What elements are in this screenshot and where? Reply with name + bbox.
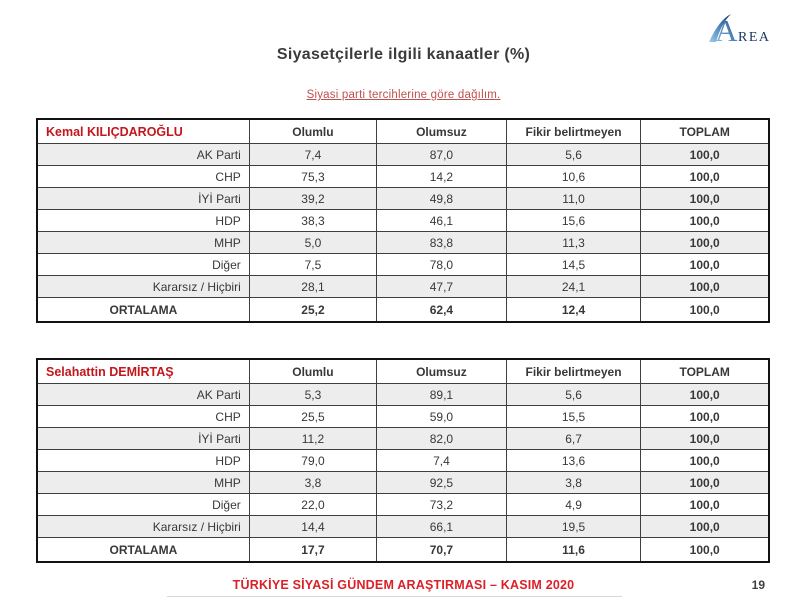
table-row [37,494,769,516]
table-row [37,406,769,428]
cell-value: 62,4 [377,298,507,323]
cell-value: 83,8 [377,232,507,254]
column-header: Olumlu [249,359,376,384]
cell-value: 25,5 [249,406,376,428]
table-row [37,276,769,298]
column-header: TOPLAM [641,359,769,384]
cell-value: 24,1 [506,276,641,298]
row-label: AK Parti [37,384,249,406]
average-row [37,538,769,563]
row-label: HDP [37,450,249,472]
cell-value: 100,0 [641,406,769,428]
cell-value: 75,3 [249,166,376,188]
cell-value: 3,8 [506,472,641,494]
row-label: HDP [37,210,249,232]
opinion-table-demirtas [36,358,770,563]
row-label: ORTALAMA [37,298,249,323]
cell-value: 14,2 [377,166,507,188]
cell-value: 46,1 [377,210,507,232]
column-header: Olumlu [249,119,376,144]
cell-value: 100,0 [641,516,769,538]
cell-value: 87,0 [377,144,507,166]
table-row [37,166,769,188]
cell-value: 11,2 [249,428,376,450]
cell-value: 100,0 [641,494,769,516]
page-number: 19 [751,578,765,592]
table-header-row [37,119,769,144]
cell-value: 100,0 [641,188,769,210]
column-header: Fikir belirtmeyen [506,359,641,384]
cell-value: 7,5 [249,254,376,276]
table-row [37,188,769,210]
area-logo [705,10,781,53]
cell-value: 17,7 [249,538,376,563]
cell-value: 11,6 [506,538,641,563]
cell-value: 11,0 [506,188,641,210]
cell-value: 15,5 [506,406,641,428]
table-row [37,472,769,494]
cell-value: 100,0 [641,276,769,298]
cell-value: 100,0 [641,254,769,276]
cell-value: 14,4 [249,516,376,538]
cell-value: 92,5 [377,472,507,494]
table-header-row [37,359,769,384]
cell-value: 82,0 [377,428,507,450]
cell-value: 79,0 [249,450,376,472]
table-row [37,384,769,406]
cell-value: 5,6 [506,384,641,406]
row-label: MHP [37,232,249,254]
column-header: TOPLAM [641,119,769,144]
cell-value: 39,2 [249,188,376,210]
cell-value: 15,6 [506,210,641,232]
cell-value: 100,0 [641,232,769,254]
cell-value: 100,0 [641,298,769,323]
row-label: İYİ Parti [37,188,249,210]
cell-value: 47,7 [377,276,507,298]
row-label: Kararsız / Hiçbiri [37,516,249,538]
column-header: Olumsuz [377,359,507,384]
cell-value: 10,6 [506,166,641,188]
cell-value: 100,0 [641,428,769,450]
cell-value: 100,0 [641,166,769,188]
row-label: CHP [37,166,249,188]
cell-value: 5,3 [249,384,376,406]
row-label: ORTALAMA [37,538,249,563]
cell-value: 5,0 [249,232,376,254]
row-label: İYİ Parti [37,428,249,450]
row-label: Diğer [37,254,249,276]
cell-value: 78,0 [377,254,507,276]
table-row [37,254,769,276]
logo-initial: A [715,13,738,48]
cell-value: 66,1 [377,516,507,538]
row-label: Diğer [37,494,249,516]
table-row [37,210,769,232]
row-label: MHP [37,472,249,494]
cell-value: 38,3 [249,210,376,232]
cell-value: 13,6 [506,450,641,472]
cell-value: 19,5 [506,516,641,538]
cell-value: 100,0 [641,472,769,494]
table-row [37,516,769,538]
cell-value: 100,0 [641,144,769,166]
opinion-table-kilicdaroglu [36,118,770,323]
cell-value: 4,9 [506,494,641,516]
table-title: Selahattin DEMİRTAŞ [37,359,249,384]
cell-value: 100,0 [641,450,769,472]
cell-value: 100,0 [641,538,769,563]
subtitle-wrap [0,85,807,103]
page-title: Siyasetçilerle ilgili kanaatler (%) [276,46,531,63]
area-logo-graphic [705,10,781,48]
cell-value: 59,0 [377,406,507,428]
table-row [37,428,769,450]
table-row [37,144,769,166]
cell-value: 28,1 [249,276,376,298]
footer-title: TÜRKİYE SİYASİ GÜNDEM ARAŞTIRMASI – KASIM 2020 [232,578,575,592]
logo-text: REA [738,30,771,45]
subtitle-link[interactable]: Siyasi parti tercihlerine göre dağılım. [306,89,501,101]
cell-value: 100,0 [641,384,769,406]
cell-value: 7,4 [377,450,507,472]
cell-value: 73,2 [377,494,507,516]
cell-value: 11,3 [506,232,641,254]
cell-value: 89,1 [377,384,507,406]
cell-value: 5,6 [506,144,641,166]
cell-value: 7,4 [249,144,376,166]
row-label: CHP [37,406,249,428]
cell-value: 100,0 [641,210,769,232]
row-label: AK Parti [37,144,249,166]
cell-value: 3,8 [249,472,376,494]
table-row [37,450,769,472]
column-header: Olumsuz [377,119,507,144]
column-header: Fikir belirtmeyen [506,119,641,144]
cell-value: 12,4 [506,298,641,323]
cell-value: 6,7 [506,428,641,450]
footer-divider [167,596,622,597]
cell-value: 25,2 [249,298,376,323]
cell-value: 14,5 [506,254,641,276]
cell-value: 49,8 [377,188,507,210]
average-row [37,298,769,323]
table-title: Kemal KILIÇDAROĞLU [37,119,249,144]
table-row [37,232,769,254]
cell-value: 70,7 [377,538,507,563]
row-label: Kararsız / Hiçbiri [37,276,249,298]
cell-value: 22,0 [249,494,376,516]
